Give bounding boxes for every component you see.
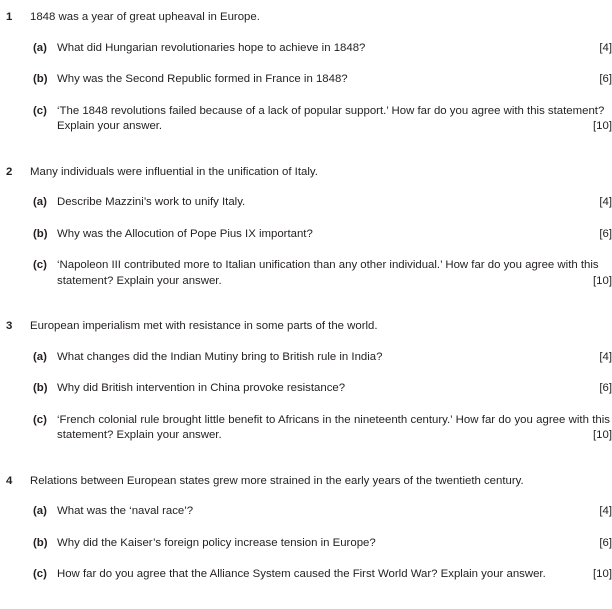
question-part-row bbox=[0, 227, 612, 243]
question-part-text: ‘Napoleon III contributed more to Italian unification than any other individual.’ How far do you agree with this statement? Explain your answer. bbox=[57, 259, 599, 287]
question-part-marks: [10] bbox=[593, 274, 612, 287]
question-part-row bbox=[0, 381, 612, 397]
question-part-body bbox=[57, 504, 612, 520]
question-part-body bbox=[57, 41, 612, 57]
question-part-text: Describe Mazzini’s work to unify Italy. bbox=[57, 196, 246, 208]
question-part-label: (a) bbox=[33, 350, 47, 363]
question-4 bbox=[0, 464, 612, 583]
question-part-label: (a) bbox=[33, 41, 47, 54]
question-part-label: (c) bbox=[33, 413, 47, 426]
question-part-row bbox=[0, 413, 612, 444]
question-part-marks: [4] bbox=[599, 505, 612, 517]
question-part-text: Why did British intervention in China provoke resistance? bbox=[57, 382, 346, 394]
question-part-text: What was the ‘naval race’? bbox=[57, 505, 194, 517]
question-part-marks: [6] bbox=[599, 536, 612, 549]
question-part-body bbox=[57, 72, 612, 88]
question-part-body bbox=[57, 104, 612, 135]
question-part-body bbox=[57, 413, 612, 444]
question-part-marks: [10] bbox=[593, 120, 612, 132]
question-stem-row bbox=[0, 464, 612, 489]
question-part-marks: [4] bbox=[599, 41, 612, 54]
question-number: 3 bbox=[6, 320, 13, 332]
question-number: 2 bbox=[6, 165, 13, 178]
question-number: 1 bbox=[6, 11, 13, 23]
question-part-row bbox=[0, 504, 612, 520]
question-part-label: (c) bbox=[33, 568, 47, 580]
question-part-body bbox=[57, 381, 612, 397]
question-stem-row bbox=[0, 309, 612, 334]
question-part-body bbox=[57, 536, 612, 552]
question-part-label: (a) bbox=[33, 505, 47, 517]
question-part-label: (a) bbox=[33, 196, 47, 208]
question-part-row bbox=[0, 258, 612, 289]
question-part-text: How far do you agree that the Alliance System caused the First World War? Explain your answer. bbox=[57, 568, 546, 580]
question-stem-text: 1848 was a year of great upheaval in Europe. bbox=[30, 11, 260, 23]
question-part-text: Why was the Second Republic formed in France in 1848? bbox=[57, 73, 348, 85]
question-part-row bbox=[0, 104, 612, 135]
question-number: 4 bbox=[6, 474, 13, 487]
question-part-text: What changes did the Indian Mutiny bring to British rule in India? bbox=[57, 350, 383, 363]
question-3 bbox=[0, 309, 612, 444]
question-part-label: (c) bbox=[33, 104, 47, 117]
question-part-label: (b) bbox=[33, 382, 48, 394]
question-part-body bbox=[57, 258, 612, 289]
question-part-text: ‘The 1848 revolutions failed because of a lack of popular support.’ How far do you agree with this statement? Explain your answer. bbox=[57, 104, 605, 132]
question-part-body bbox=[57, 227, 612, 243]
question-part-marks: [4] bbox=[599, 350, 612, 363]
question-part-marks: [6] bbox=[599, 73, 612, 85]
question-part-body bbox=[57, 350, 612, 366]
question-stem-row bbox=[0, 155, 612, 180]
question-part-text: Why was the Allocution of Pope Pius IX important? bbox=[57, 227, 313, 240]
question-part-body bbox=[57, 567, 612, 583]
question-stem-text: European imperialism met with resistance in some parts of the world. bbox=[30, 320, 378, 332]
question-part-marks: [6] bbox=[599, 227, 612, 240]
question-part-marks: [10] bbox=[593, 429, 612, 441]
question-part-marks: [4] bbox=[599, 196, 612, 208]
question-part-label: (c) bbox=[33, 259, 47, 271]
question-part-label: (b) bbox=[33, 536, 48, 549]
question-2 bbox=[0, 155, 612, 290]
question-stem-text: Many individuals were influential in the unification of Italy. bbox=[30, 165, 318, 178]
question-part-row bbox=[0, 72, 612, 88]
question-part-text: ‘French colonial rule brought little benefit to Africans in the nineteenth century.’ How far do you agree with this statement? Explain your answer. bbox=[57, 413, 610, 441]
question-1 bbox=[0, 0, 612, 135]
question-part-row bbox=[0, 195, 612, 211]
question-part-marks: [10] bbox=[593, 568, 612, 580]
question-part-row bbox=[0, 536, 612, 552]
question-part-text: What did Hungarian revolutionaries hope to achieve in 1848? bbox=[57, 41, 366, 54]
question-part-row bbox=[0, 41, 612, 57]
question-part-row bbox=[0, 567, 612, 583]
question-stem-row bbox=[0, 0, 612, 25]
question-stem-text: Relations between European states grew more strained in the early years of the twentieth century. bbox=[30, 474, 524, 487]
question-part-text: Why did the Kaiser’s foreign policy increase tension in Europe? bbox=[57, 536, 376, 549]
question-part-row bbox=[0, 350, 612, 366]
question-part-label: (b) bbox=[33, 73, 48, 85]
question-part-label: (b) bbox=[33, 227, 48, 240]
question-part-body bbox=[57, 195, 612, 211]
question-part-marks: [6] bbox=[599, 382, 612, 394]
